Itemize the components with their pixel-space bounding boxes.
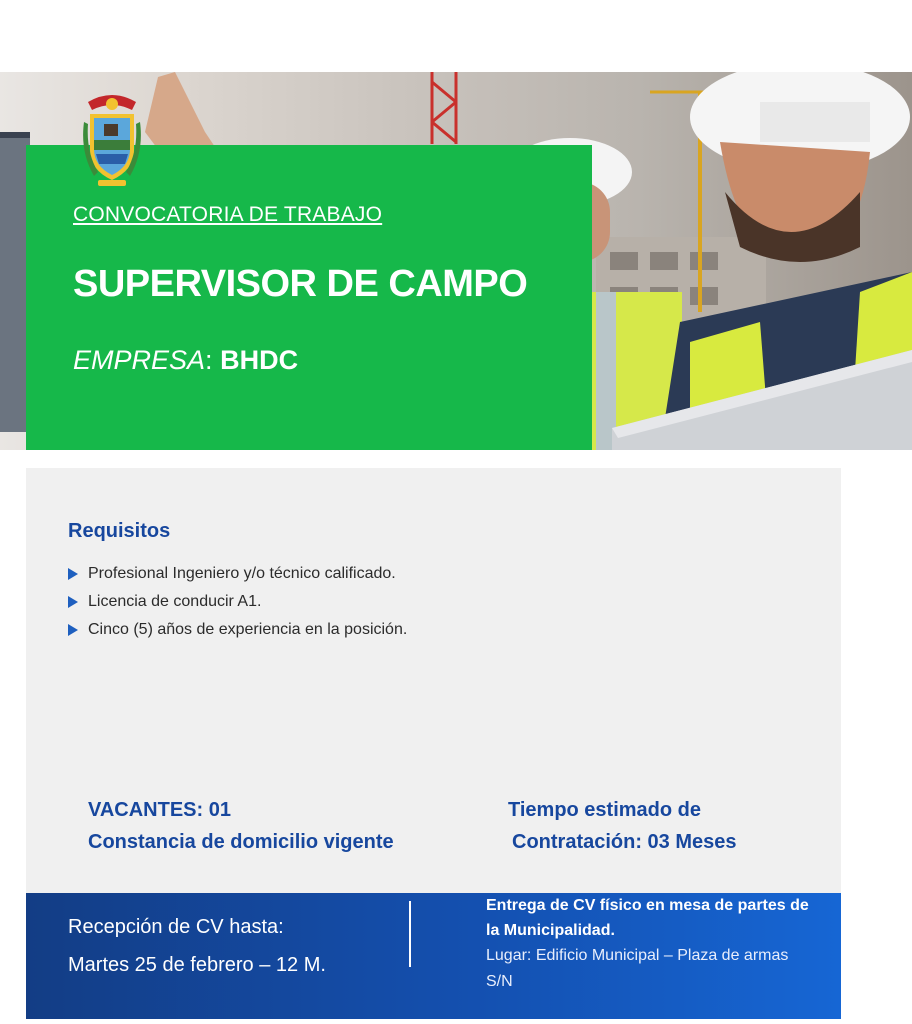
reception-block — [68, 908, 326, 984]
delivery-block — [486, 893, 816, 995]
bullet-arrow-icon — [68, 568, 78, 580]
list-item — [68, 560, 407, 588]
vacancies-text: VACANTES: 01 — [88, 799, 231, 821]
footer-divider — [409, 901, 411, 967]
contract-time-facts — [508, 794, 737, 858]
requirement-text: Cinco (5) años de experiencia en la posición. — [88, 621, 408, 638]
requirements-title: Requisitos — [68, 520, 171, 542]
company-separator: : — [205, 345, 213, 375]
reception-label: Recepción de CV hasta: — [68, 916, 284, 938]
info-panel — [26, 468, 841, 893]
requirements-list — [68, 560, 407, 644]
job-call-heading: CONVOCATORIA DE TRABAJO — [73, 203, 383, 226]
requirement-text: Profesional Ingeniero y/o técnico calificado. — [88, 565, 396, 582]
contract-time-value: Contratación: 03 Meses — [512, 831, 737, 853]
job-title-card — [26, 145, 592, 450]
residence-requirement: Constancia de domicilio vigente — [88, 831, 394, 853]
requirement-text: Licencia de conducir A1. — [88, 593, 262, 610]
delivery-instructions: Entrega de CV físico en mesa de partes de la Municipalidad. — [486, 897, 809, 939]
delivery-place: Lugar: Edificio Municipal – Plaza de armas S/N — [486, 947, 789, 990]
bullet-arrow-icon — [68, 596, 78, 608]
company-label: EMPRESA — [73, 345, 206, 375]
vacancy-facts — [88, 794, 394, 858]
job-title: SUPERVISOR DE CAMPO — [73, 263, 528, 305]
company-line — [73, 345, 298, 376]
bullet-arrow-icon — [68, 624, 78, 636]
list-item — [68, 616, 407, 644]
coat-of-arms-icon — [80, 92, 144, 190]
reception-date: Martes 25 de febrero – 12 M. — [68, 954, 326, 976]
list-item — [68, 588, 407, 616]
contract-time-label: Tiempo estimado de — [508, 799, 702, 821]
footer-band — [26, 893, 841, 1019]
company-value: BHDC — [220, 345, 299, 375]
